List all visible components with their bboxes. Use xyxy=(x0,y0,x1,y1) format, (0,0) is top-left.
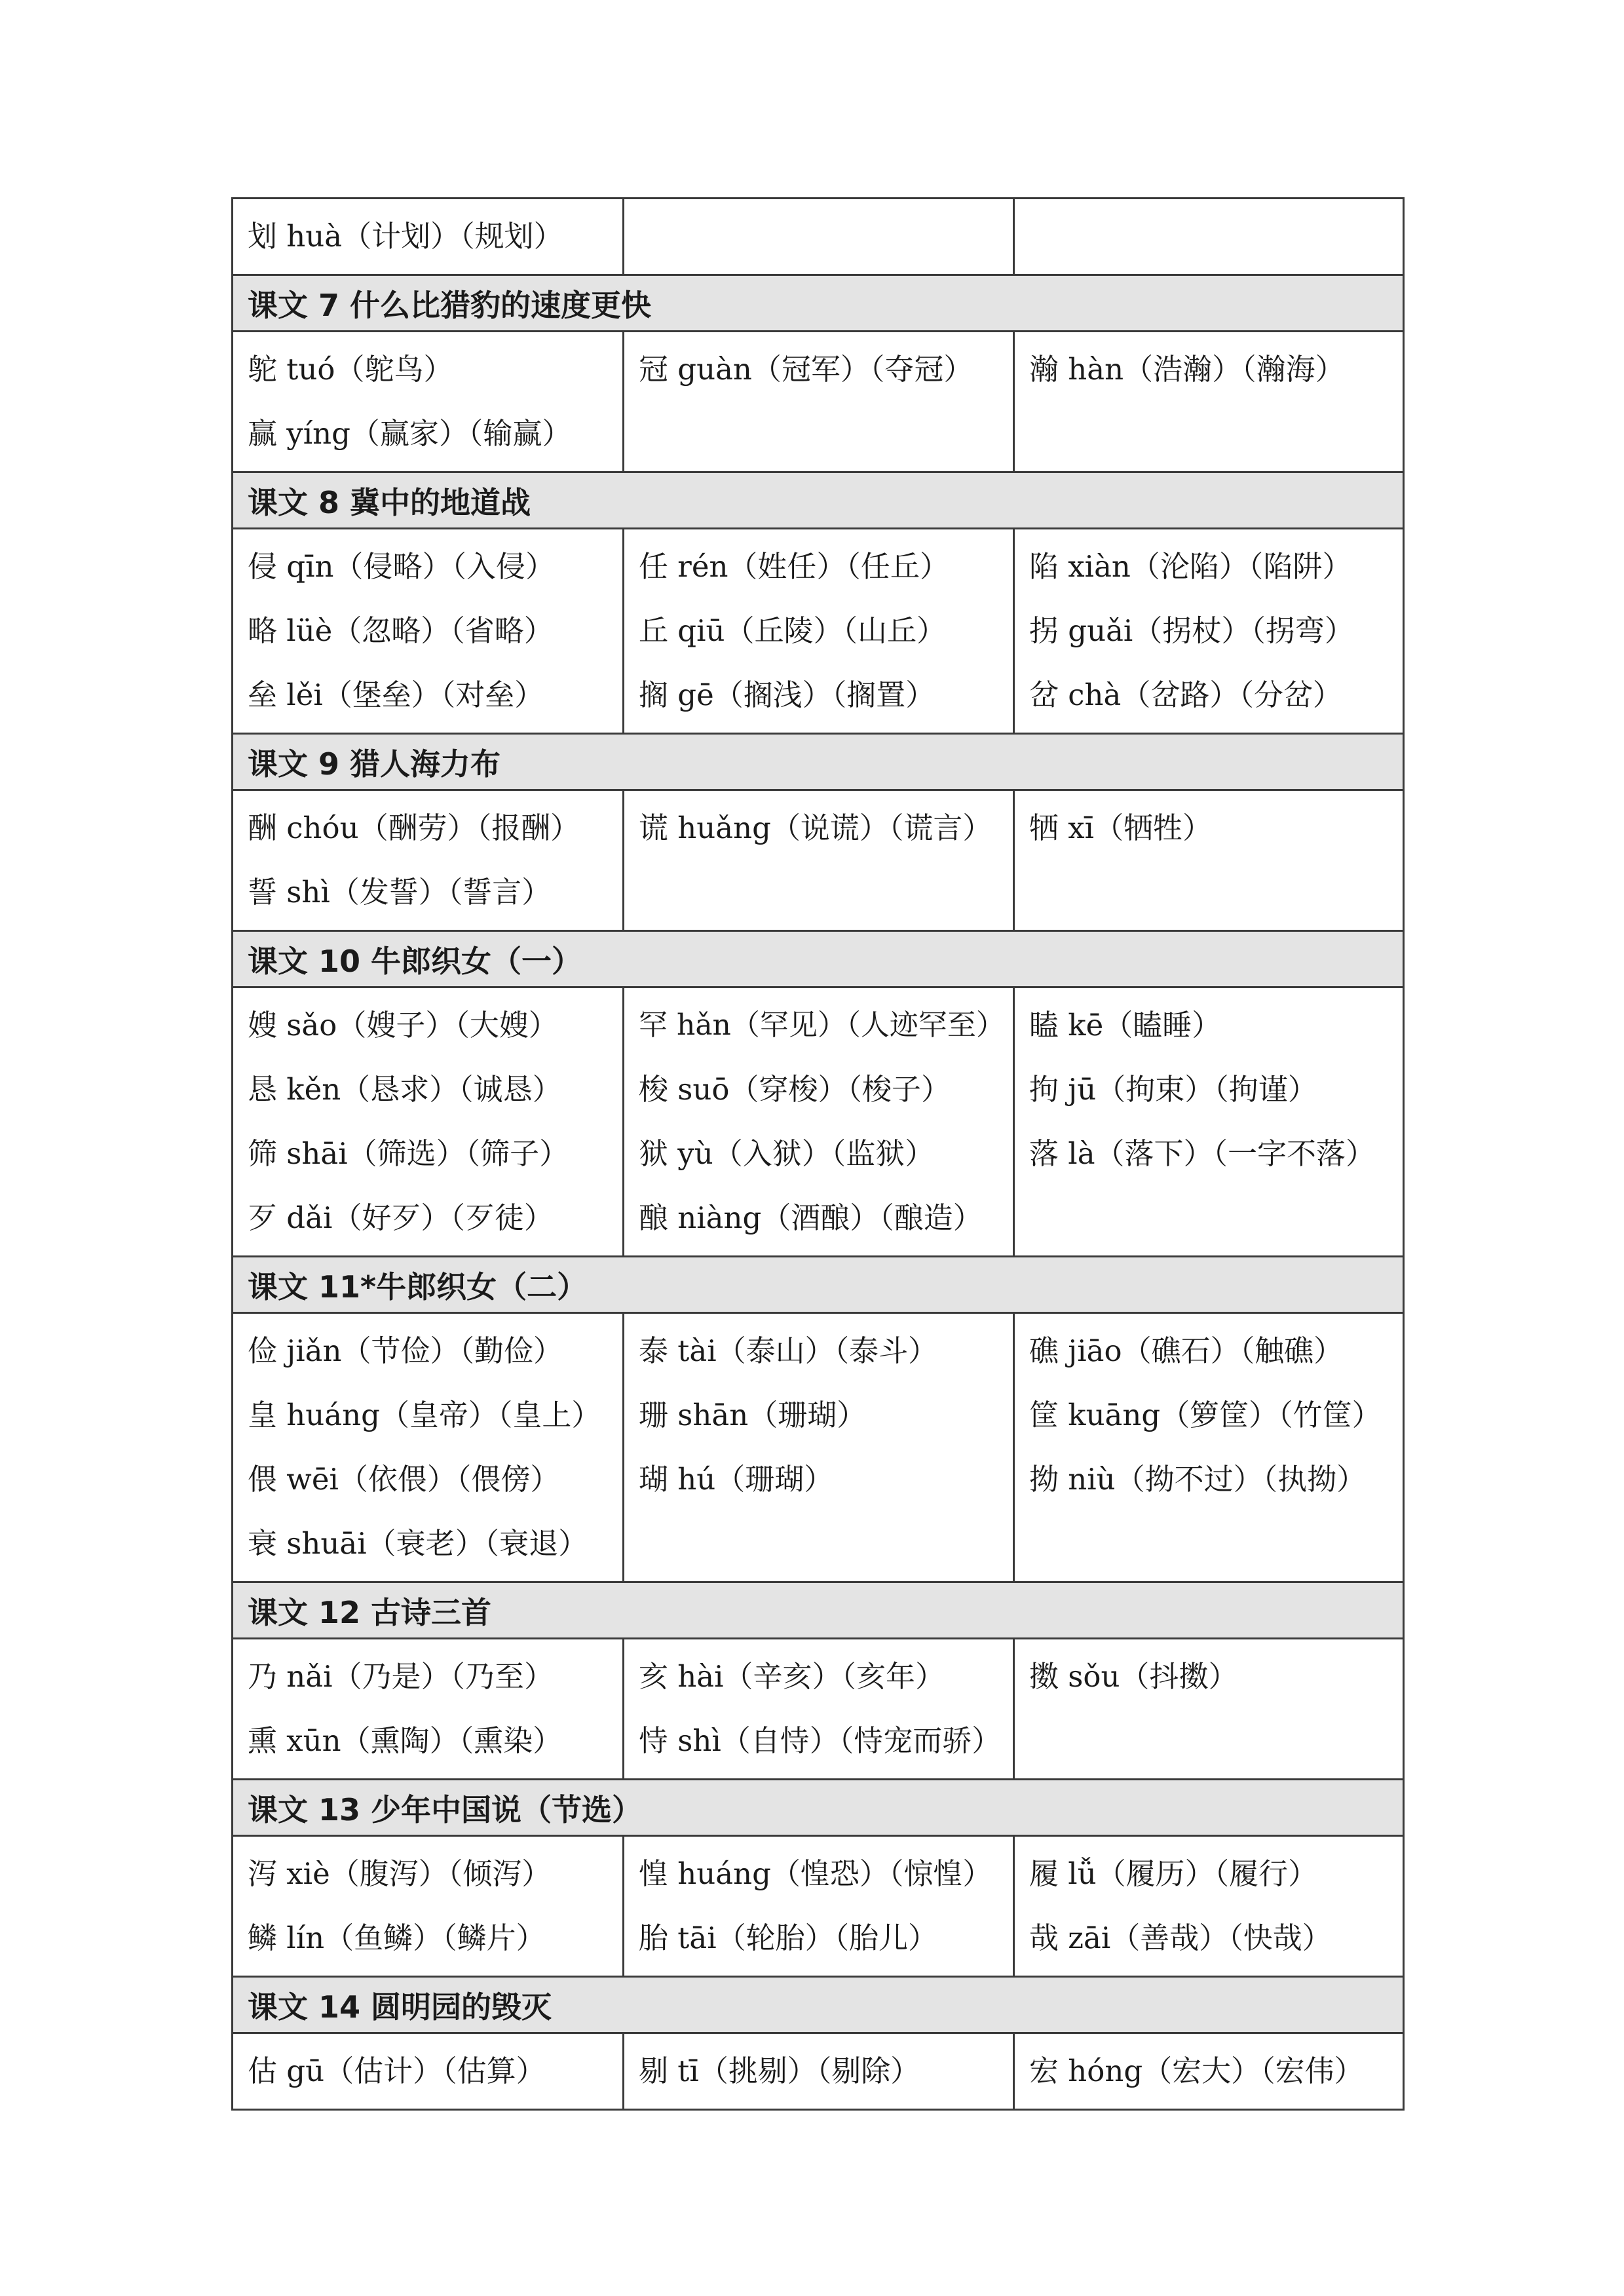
vocabulary-entry: 泻 xiè（腹泻）（倾泻） xyxy=(248,1856,552,1891)
vocabulary-table xyxy=(231,197,1405,2111)
lesson-header-cell xyxy=(233,931,1404,987)
vocabulary-cell xyxy=(233,1313,624,1582)
lesson-header-row xyxy=(233,931,1404,987)
vocabulary-entry: 惶 huáng（惶恐）（惊惶） xyxy=(639,1856,992,1891)
vocabulary-entry: 歹 dǎi（好歹）（歹徒） xyxy=(248,1200,554,1235)
vocabulary-entry: 剔 tī（挑剔）（剔除） xyxy=(639,2054,920,2088)
lesson-header-cell xyxy=(233,1977,1404,2033)
vocabulary-entry: 珊 shān（珊瑚） xyxy=(639,1398,867,1432)
vocabulary-entry: 偎 wēi（依偎）（偎傍） xyxy=(248,1462,560,1497)
vocabulary-cell xyxy=(233,1836,624,1977)
vocabulary-entry: 鳞 lín（鱼鳞）（鳞片） xyxy=(248,1921,546,1955)
vocabulary-entry: 侵 qīn（侵略）（入侵） xyxy=(248,549,555,584)
vocabulary-entry: 嫂 sǎo（嫂子）（大嫂） xyxy=(248,1008,558,1043)
vocabulary-cell xyxy=(1014,199,1404,275)
vocabulary-entry: 冠 guàn（冠军）（夺冠） xyxy=(639,352,973,387)
vocabulary-cell xyxy=(624,2033,1014,2110)
vocabulary-cell xyxy=(624,987,1014,1257)
lesson-header-cell xyxy=(233,1257,1404,1313)
lesson-title: 课文 14 圆明园的毁灭 xyxy=(248,1989,552,2025)
vocabulary-entry: 牺 xī（牺牲） xyxy=(1029,811,1213,845)
vocabulary-cell xyxy=(1014,2033,1404,2110)
vocabulary-entry: 筐 kuāng（箩筐）（竹筐） xyxy=(1029,1398,1382,1432)
vocabulary-cell xyxy=(624,1836,1014,1977)
vocabulary-cell xyxy=(1014,332,1404,472)
vocabulary-entry: 岔 chà（岔路）（分岔） xyxy=(1029,678,1342,712)
vocabulary-cell xyxy=(1014,987,1404,1257)
lesson-header-row xyxy=(233,275,1404,332)
vocabulary-cell xyxy=(624,529,1014,734)
vocabulary-entry: 谎 huǎng（说谎）（谎言） xyxy=(639,811,992,845)
vocabulary-entry: 衰 shuāi（衰老）（衰退） xyxy=(248,1526,588,1561)
vocabulary-entry: 估 gū（估计）（估算） xyxy=(248,2054,546,2088)
vocabulary-cell xyxy=(233,987,624,1257)
vocabulary-entry: 瞌 kē（瞌睡） xyxy=(1029,1008,1222,1043)
vocabulary-cell xyxy=(624,1313,1014,1582)
vocabulary-entry: 亥 hài（辛亥）（亥年） xyxy=(639,1659,945,1694)
vocabulary-cell xyxy=(1014,790,1404,931)
vocabulary-entry: 酿 niàng（酒酿）（酿造） xyxy=(639,1200,983,1235)
vocabulary-entry: 略 lüè（忽略）（省略） xyxy=(248,613,554,648)
lesson-header-cell xyxy=(233,734,1404,790)
vocabulary-entry: 礁 jiāo（礁石）（触礁） xyxy=(1029,1333,1344,1368)
vocabulary-cell xyxy=(624,199,1014,275)
vocabulary-cell xyxy=(624,1639,1014,1780)
vocabulary-row xyxy=(233,790,1404,931)
lesson-title: 课文 10 牛郎织女（一） xyxy=(248,943,582,979)
lesson-header-row xyxy=(233,1257,1404,1313)
vocabulary-entry: 皇 huáng（皇帝）（皇上） xyxy=(248,1398,601,1432)
vocabulary-cell xyxy=(624,332,1014,472)
vocabulary-entry: 梭 suō（穿梭）（梭子） xyxy=(639,1072,951,1107)
vocabulary-entry: 陷 xiàn（沦陷）（陷阱） xyxy=(1029,549,1352,584)
vocabulary-cell xyxy=(1014,1313,1404,1582)
vocabulary-entry: 瑚 hú（珊瑚） xyxy=(639,1462,834,1497)
vocabulary-entry: 鸵 tuó（鸵鸟） xyxy=(248,352,453,387)
vocabulary-entry: 拗 niù（拗不过）（执拗） xyxy=(1029,1462,1367,1497)
vocabulary-entry: 拐 guǎi（拐杖）（拐弯） xyxy=(1029,613,1354,648)
vocabulary-row xyxy=(233,1836,1404,1977)
vocabulary-table-body xyxy=(233,199,1404,2110)
vocabulary-row xyxy=(233,199,1404,275)
vocabulary-entry: 狱 yù（入狱）（监狱） xyxy=(639,1136,935,1171)
vocabulary-entry: 宏 hóng（宏大）（宏伟） xyxy=(1029,2054,1364,2088)
vocabulary-entry: 瀚 hàn（浩瀚）（瀚海） xyxy=(1029,352,1345,387)
lesson-header-row xyxy=(233,1977,1404,2033)
lesson-header-cell xyxy=(233,1582,1404,1639)
vocabulary-entry: 恳 kěn（恳求）（诚恳） xyxy=(248,1072,562,1107)
lesson-header-row xyxy=(233,1582,1404,1639)
vocabulary-cell xyxy=(233,332,624,472)
lesson-header-cell xyxy=(233,472,1404,529)
vocabulary-row xyxy=(233,1639,1404,1780)
vocabulary-cell xyxy=(1014,529,1404,734)
lesson-title: 课文 11*牛郎织女（二） xyxy=(248,1269,588,1305)
vocabulary-entry: 落 là（落下）（一字不落） xyxy=(1029,1136,1376,1171)
vocabulary-entry: 罕 hǎn（罕见）（人迹罕至） xyxy=(639,1008,1005,1042)
vocabulary-entry: 搁 gē（搁浅）（搁置） xyxy=(639,678,935,712)
vocabulary-cell xyxy=(233,1639,624,1780)
vocabulary-entry: 胎 tāi（轮胎）（胎儿） xyxy=(639,1921,938,1955)
vocabulary-entry: 履 lǚ（履历）（履行） xyxy=(1029,1856,1318,1891)
lesson-title: 课文 8 冀中的地道战 xyxy=(248,484,531,520)
vocabulary-cell xyxy=(624,790,1014,931)
vocabulary-entry: 划 huà（计划）（规划） xyxy=(248,219,563,254)
vocabulary-cell xyxy=(1014,1836,1404,1977)
vocabulary-row xyxy=(233,529,1404,734)
vocabulary-entry: 垒 lěi（堡垒）（对垒） xyxy=(248,678,544,712)
vocabulary-entry: 拘 jū（拘束）（拘谨） xyxy=(1029,1072,1317,1107)
vocabulary-entry: 擞 sǒu（抖擞） xyxy=(1029,1659,1238,1694)
vocabulary-entry: 任 rén（姓任）（任丘） xyxy=(639,549,949,584)
vocabulary-entry: 赢 yíng（赢家）（输赢） xyxy=(248,416,572,451)
vocabulary-entry: 丘 qiū（丘陵）（山丘） xyxy=(639,613,946,648)
lesson-header-cell xyxy=(233,275,1404,332)
vocabulary-row xyxy=(233,2033,1404,2110)
lesson-header-row xyxy=(233,734,1404,790)
vocabulary-cell xyxy=(233,2033,624,2110)
vocabulary-entry: 恃 shì（自恃）（恃宠而骄） xyxy=(639,1723,1002,1758)
vocabulary-entry: 泰 tài（泰山）（泰斗） xyxy=(639,1333,938,1368)
vocabulary-entry: 俭 jiǎn（节俭）（勤俭） xyxy=(248,1333,563,1368)
vocabulary-cell xyxy=(1014,1639,1404,1780)
lesson-title: 课文 9 猎人海力布 xyxy=(248,746,501,782)
vocabulary-entry: 酬 chóu（酬劳）（报酬） xyxy=(248,811,580,845)
lesson-title: 课文 12 古诗三首 xyxy=(248,1594,492,1630)
lesson-header-row xyxy=(233,472,1404,529)
vocabulary-cell xyxy=(233,790,624,931)
vocabulary-entry: 乃 nǎi（乃是）（乃至） xyxy=(248,1659,554,1694)
vocabulary-row xyxy=(233,1313,1404,1582)
vocabulary-entry: 筛 shāi（筛选）（筛子） xyxy=(248,1136,569,1171)
vocabulary-cell xyxy=(233,199,624,275)
vocabulary-row xyxy=(233,987,1404,1257)
lesson-title: 课文 13 少年中国说（节选） xyxy=(248,1791,643,1827)
vocabulary-entry: 誓 shì（发誓）（誓言） xyxy=(248,875,552,909)
vocabulary-row xyxy=(233,332,1404,472)
vocabulary-entry: 哉 zāi（善哉）（快哉） xyxy=(1029,1921,1332,1955)
lesson-header-cell xyxy=(233,1780,1404,1836)
lesson-title: 课文 7 什么比猎豹的速度更快 xyxy=(248,287,652,323)
lesson-header-row xyxy=(233,1780,1404,1836)
vocabulary-cell xyxy=(233,529,624,734)
vocabulary-entry: 熏 xūn（熏陶）（熏染） xyxy=(248,1723,563,1758)
